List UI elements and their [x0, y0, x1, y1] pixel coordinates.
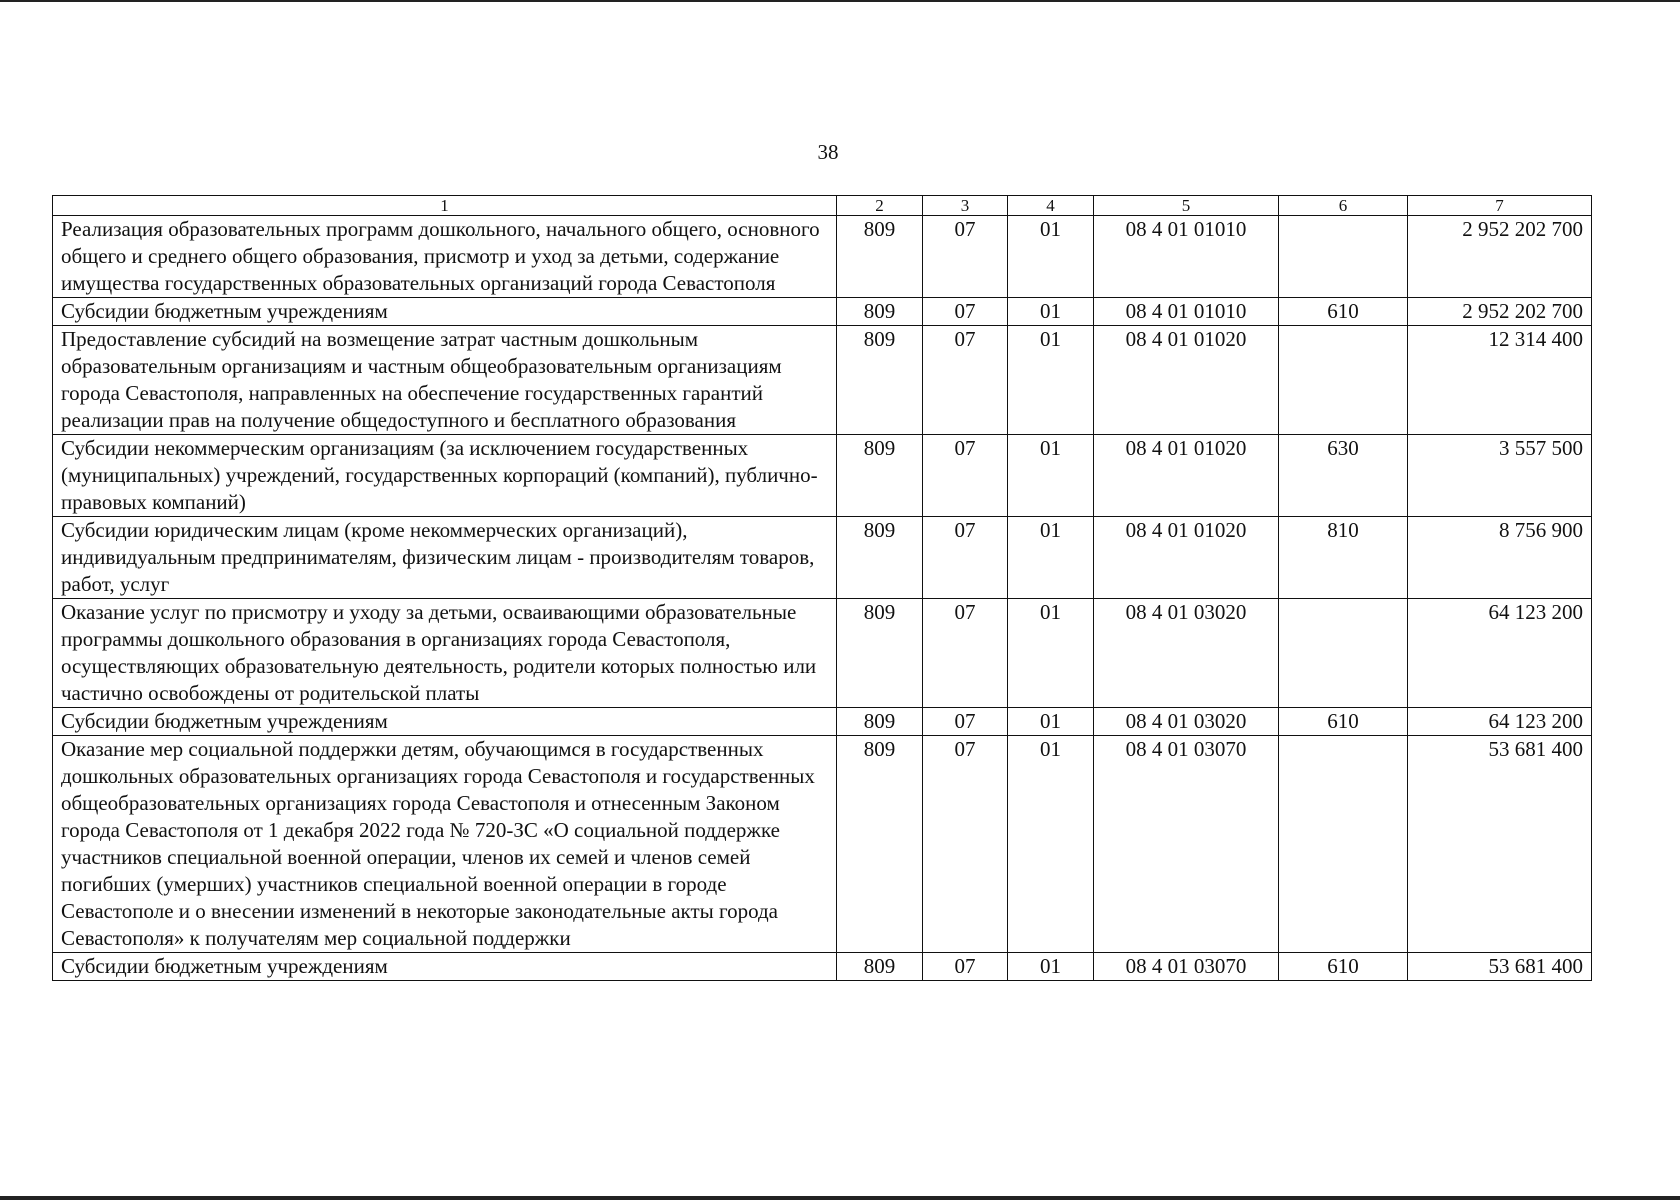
cell-amount: 2 952 202 700 [1408, 298, 1592, 326]
cell-amount: 53 681 400 [1408, 953, 1592, 981]
cell-ministry-code: 809 [837, 599, 923, 708]
cell-section: 07 [923, 435, 1008, 517]
cell-amount: 53 681 400 [1408, 736, 1592, 953]
table-header-row [53, 196, 1592, 216]
cell-target-article: 08 4 01 03020 [1094, 708, 1279, 736]
column-header: 6 [1279, 196, 1408, 216]
cell-subsection: 01 [1008, 517, 1094, 599]
cell-subsection: 01 [1008, 326, 1094, 435]
cell-ministry-code: 809 [837, 435, 923, 517]
cell-ministry-code: 809 [837, 298, 923, 326]
cell-subsection: 01 [1008, 708, 1094, 736]
table-row [53, 326, 1592, 435]
cell-expense-type: 630 [1279, 435, 1408, 517]
cell-subsection: 01 [1008, 953, 1094, 981]
cell-expense-type: 610 [1279, 708, 1408, 736]
scan-border-bottom [0, 1196, 1680, 1200]
cell-ministry-code: 809 [837, 517, 923, 599]
column-header: 5 [1094, 196, 1279, 216]
column-header: 7 [1408, 196, 1592, 216]
cell-expense-type [1279, 216, 1408, 298]
cell-target-article: 08 4 01 01020 [1094, 326, 1279, 435]
cell-amount: 8 756 900 [1408, 517, 1592, 599]
row-name: Оказание мер социальной поддержки детям, обучающимся в государственных дошкольных образовательных организациях города Севастополя и государственных общеобразовательных организациях города Севастополя и отнесенным Законом города Севастополя от 1 декабря 2022 года № 720-ЗС «О социальной поддержке участников специальной военной операции, членов их семей и членов семей погибших (умерших) участников специальной военной операции в городе Севастополе и о внесении изменений в некоторые законодательные акты города Севастополя» к получателям мер социальной поддержки [53, 736, 837, 953]
cell-target-article: 08 4 01 03070 [1094, 736, 1279, 953]
cell-amount: 64 123 200 [1408, 708, 1592, 736]
cell-ministry-code: 809 [837, 326, 923, 435]
column-header: 3 [923, 196, 1008, 216]
cell-target-article: 08 4 01 01020 [1094, 435, 1279, 517]
cell-section: 07 [923, 326, 1008, 435]
column-header: 2 [837, 196, 923, 216]
column-header: 1 [53, 196, 837, 216]
cell-expense-type: 610 [1279, 953, 1408, 981]
cell-subsection: 01 [1008, 298, 1094, 326]
cell-ministry-code: 809 [837, 953, 923, 981]
cell-target-article: 08 4 01 03070 [1094, 953, 1279, 981]
cell-ministry-code: 809 [837, 708, 923, 736]
row-name: Оказание услуг по присмотру и уходу за детьми, осваивающими образовательные программы дошкольного образования в организациях города Севастополя, осуществляющих образовательную деятельность, родители которых полностью или частично освобождены от родительской платы [53, 599, 837, 708]
table-row [53, 216, 1592, 298]
cell-section: 07 [923, 953, 1008, 981]
cell-target-article: 08 4 01 01010 [1094, 298, 1279, 326]
cell-section: 07 [923, 599, 1008, 708]
row-name: Субсидии некоммерческим организациям (за исключением государственных (муниципальных) учреждений, государственных корпораций (компаний), публично-правовых компаний) [53, 435, 837, 517]
row-name: Субсидии бюджетным учреждениям [53, 953, 837, 981]
cell-target-article: 08 4 01 01010 [1094, 216, 1279, 298]
cell-amount: 64 123 200 [1408, 599, 1592, 708]
scan-border-top [0, 0, 1680, 2]
cell-target-article: 08 4 01 01020 [1094, 517, 1279, 599]
row-name: Реализация образовательных программ дошкольного, начального общего, основного общего и среднего общего образования, присмотр и уход за детьми, содержание имущества государственных образовательных организаций города Севастополя [53, 216, 837, 298]
cell-section: 07 [923, 708, 1008, 736]
row-name: Субсидии бюджетным учреждениям [53, 298, 837, 326]
budget-table [52, 195, 1592, 981]
cell-section: 07 [923, 216, 1008, 298]
cell-ministry-code: 809 [837, 216, 923, 298]
table-row [53, 736, 1592, 953]
column-header: 4 [1008, 196, 1094, 216]
table-row [53, 599, 1592, 708]
table-row [53, 708, 1592, 736]
table-row [53, 298, 1592, 326]
table-row [53, 517, 1592, 599]
cell-expense-type [1279, 326, 1408, 435]
cell-section: 07 [923, 517, 1008, 599]
cell-expense-type [1279, 599, 1408, 708]
cell-target-article: 08 4 01 03020 [1094, 599, 1279, 708]
cell-subsection: 01 [1008, 599, 1094, 708]
row-name: Субсидии бюджетным учреждениям [53, 708, 837, 736]
row-name: Субсидии юридическим лицам (кроме некоммерческих организаций), индивидуальным предпринимателям, физическим лицам - производителям товаров, работ, услуг [53, 517, 837, 599]
cell-subsection: 01 [1008, 435, 1094, 517]
cell-expense-type [1279, 736, 1408, 953]
cell-subsection: 01 [1008, 736, 1094, 953]
table-row [53, 435, 1592, 517]
cell-amount: 3 557 500 [1408, 435, 1592, 517]
cell-ministry-code: 809 [837, 736, 923, 953]
cell-section: 07 [923, 736, 1008, 953]
table-row [53, 953, 1592, 981]
page-number: 38 [817, 140, 839, 164]
cell-expense-type: 810 [1279, 517, 1408, 599]
cell-expense-type: 610 [1279, 298, 1408, 326]
cell-amount: 2 952 202 700 [1408, 216, 1592, 298]
cell-amount: 12 314 400 [1408, 326, 1592, 435]
row-name: Предоставление субсидий на возмещение затрат частным дошкольным образовательным организациям и частным общеобразовательным организациям города Севастополя, направленных на обеспечение государственных гарантий реализации прав на получение общедоступного и бесплатного образования [53, 326, 837, 435]
cell-subsection: 01 [1008, 216, 1094, 298]
cell-section: 07 [923, 298, 1008, 326]
